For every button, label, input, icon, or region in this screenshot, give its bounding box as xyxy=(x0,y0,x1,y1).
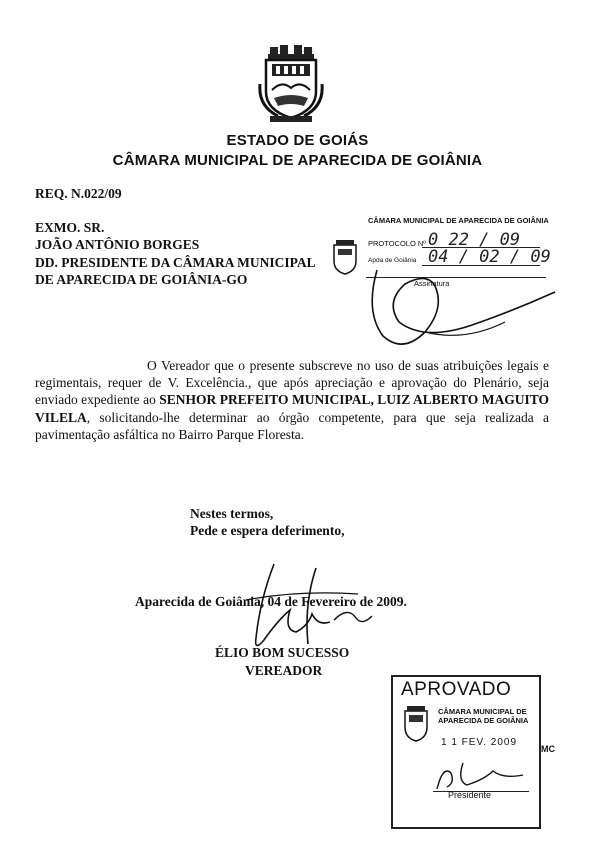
closing-line-1: Nestes termos, xyxy=(190,506,274,521)
protocol-label: PROTOCOLO Nº xyxy=(368,239,427,248)
approval-line-1: CÂMARA MUNICIPAL DE xyxy=(438,707,527,716)
coat-of-arms-icon xyxy=(258,44,324,124)
addressee-line-1: EXMO. SR. xyxy=(35,220,105,235)
addressee-line-2: JOÃO ANTÔNIO BORGES xyxy=(35,237,200,252)
signer-name: ÉLIO BOM SUCESSO xyxy=(215,645,350,660)
body-intro: O Vereador que o presente subscreve no uso de suas atribuições legais e regimentais, requer de V. Excelência., que após apreciação e aprovação do Plenário, seja enviado expediente ao xyxy=(35,358,549,408)
body-rest: , solicitando-lhe determinar ao órgão competente, para que seja realizada a pavimentação asfáltica no Bairro Parque Floresta. xyxy=(35,409,549,442)
date-label: Apda de Goiânia xyxy=(368,257,417,264)
request-number: REQ. N.022/09 xyxy=(35,186,122,201)
protocol-signature xyxy=(365,262,565,352)
addressee-line-3: DD. PRESIDENTE DA CÂMARA MUNICIPAL xyxy=(35,255,316,270)
small-crest-icon xyxy=(330,239,360,275)
approval-crest-icon xyxy=(401,705,431,743)
approval-stamp xyxy=(391,675,541,829)
date-handwritten: 04 / 02 / 09 xyxy=(428,247,551,267)
addressee-line-4: DE APARECIDA DE GOIÂNIA-GO xyxy=(35,272,248,287)
place-date: Aparecida de Goiânia, 04 de Fevereiro de 2009. xyxy=(135,594,407,609)
approval-status: APROVADO xyxy=(401,679,512,700)
protocol-number-handwritten: 0 22 / 09 xyxy=(428,230,521,250)
approval-line-2: APARECIDA DE GOIÂNIA xyxy=(438,716,529,725)
body-paragraph xyxy=(35,357,549,443)
president-signature xyxy=(433,759,533,793)
header-state: ESTADO DE GOIÁS xyxy=(226,132,369,149)
approval-date: 1 1 FEV. 2009 xyxy=(441,737,518,748)
president-label: Presidente xyxy=(448,790,492,800)
signer-role: VEREADOR xyxy=(245,663,323,678)
margin-initials: MC xyxy=(541,744,555,754)
body-addressee-bold: SENHOR PREFEITO MUNICIPAL, LUIZ ALBERTO MAGUITO VILELA xyxy=(35,392,549,425)
header-chamber: CÂMARA MUNICIPAL DE APARECIDA DE GOIÂNIA xyxy=(112,152,483,169)
protocol-stamp-title: CÂMARA MUNICIPAL DE APARECIDA DE GOIÂNIA xyxy=(368,216,549,225)
closing-line-2: Pede e espera deferimento, xyxy=(190,523,345,538)
vereador-signature xyxy=(238,560,378,656)
signature-label: Assinatura xyxy=(414,279,450,288)
